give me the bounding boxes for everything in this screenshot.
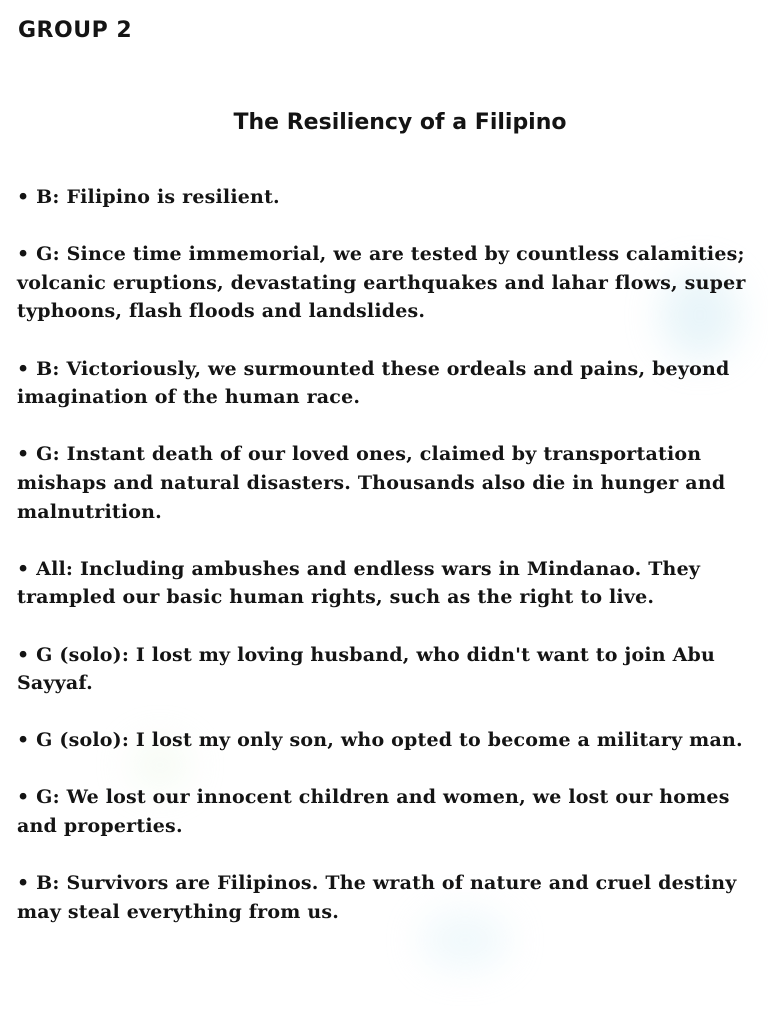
script-line: • G (solo): I lost my only son, who opted to become a military man. xyxy=(17,729,743,752)
group-label: GROUP 2 xyxy=(18,18,133,43)
script-line: • B: Victoriously, we surmounted these ordeals and pains, beyond imagination of the human race. xyxy=(17,357,730,409)
script-line: • B: Survivors are Filipinos. The wrath of nature and cruel destiny may steal everything from us. xyxy=(17,872,737,923)
document-title: The Resiliency of a Filipino xyxy=(233,110,567,135)
script-line: • G (solo): I lost my loving husband, who didn't want to join Abu Sayyaf. xyxy=(17,643,716,695)
script-line: • G: Since time immemorial, we are tested by countless calamities; volcanic eruptions, devastating earthquakes and lahar flows, super typhoons, flash floods and landslides. xyxy=(17,243,746,323)
script-line: • All: Including ambushes and endless wars in Mindanao. They trampled our basic human rights, such as the right to live. xyxy=(17,557,701,609)
script-line: • G: We lost our innocent children and women, we lost our homes and properties. xyxy=(17,786,730,838)
script-lines xyxy=(17,183,759,955)
script-line: • B: Filipino is resilient. xyxy=(17,186,280,208)
script-line: • G: Instant death of our loved ones, claimed by transportation mishaps and natural disasters. Thousands also die in hunger and malnutrition. xyxy=(17,443,726,523)
